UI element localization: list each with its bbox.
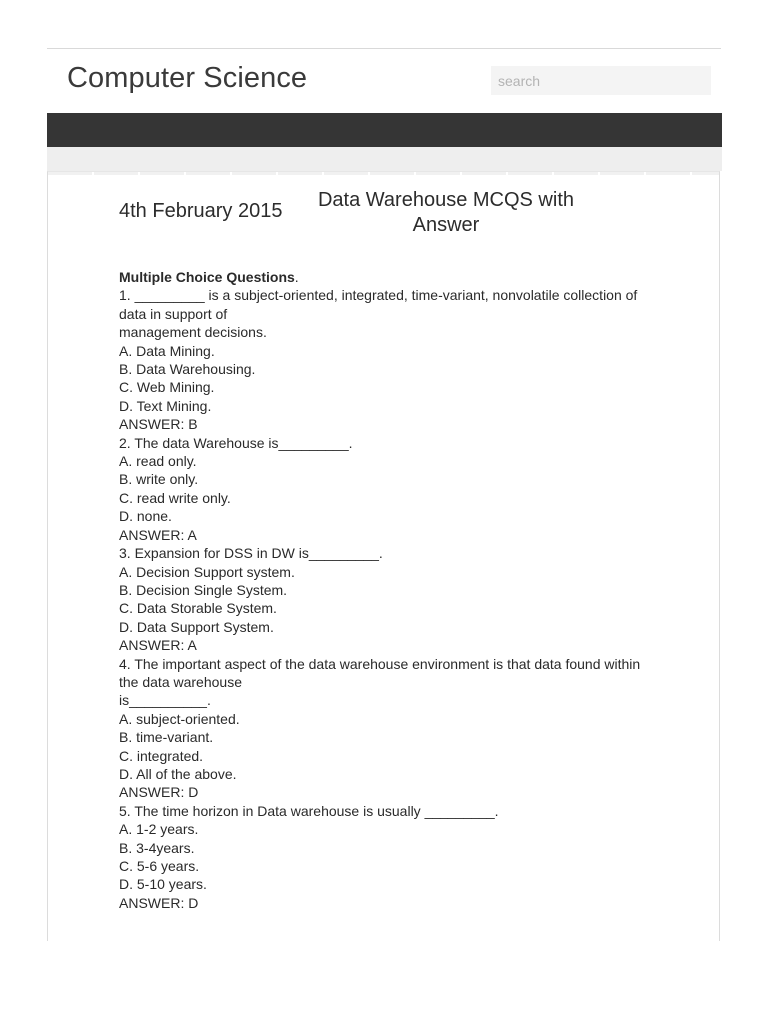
- questions-heading-suffix: .: [294, 269, 299, 285]
- post-top-border: [48, 172, 719, 175]
- option-line: C. integrated.: [119, 747, 204, 764]
- answer-line: ANSWER: B: [119, 416, 198, 433]
- question-line: 3. Expansion for DSS in DW is_________.: [119, 545, 383, 562]
- question-line: 1. _________ is a subject-oriented, integrated, time-variant, nonvolatile collection of: [119, 287, 638, 304]
- option-line: B. 3-4years.: [119, 839, 195, 856]
- questions-heading-text: Multiple Choice Questions: [119, 269, 295, 285]
- option-line: D. All of the above.: [119, 765, 237, 782]
- option-line: B. Decision Single System.: [119, 581, 288, 598]
- option-line: C. 5-6 years.: [119, 858, 200, 874]
- option-line: A. read only.: [119, 453, 197, 470]
- option-line: B. time-variant.: [119, 729, 214, 746]
- post-date: 4th February 2015: [119, 200, 283, 222]
- option-line: B. write only.: [119, 471, 199, 488]
- option-line: D. 5-10 years.: [119, 876, 207, 893]
- option-line: D. Text Mining.: [119, 397, 212, 414]
- question-line: 2. The data Warehouse is_________.: [119, 434, 353, 451]
- site-title[interactable]: Computer Science: [67, 62, 308, 94]
- option-line: C. Web Mining.: [119, 379, 215, 396]
- header-divider: [47, 48, 721, 49]
- question-line: is__________.: [119, 692, 211, 709]
- option-line: B. Data Warehousing.: [119, 361, 256, 378]
- post-body: [119, 268, 659, 912]
- option-line: D. Data Support System.: [119, 618, 274, 635]
- sub-navigation-bar: [47, 147, 722, 171]
- question-line: 4. The important aspect of the data warehouse environment is that data found within: [119, 655, 641, 672]
- option-line: A. subject-oriented.: [119, 710, 240, 727]
- answer-line: ANSWER: A: [119, 637, 197, 654]
- answer-line: ANSWER: A: [119, 526, 197, 543]
- question-line: 5. The time horizon in Data warehouse is usually _________.: [119, 802, 499, 819]
- option-line: A. Data Mining.: [119, 342, 215, 359]
- questions-heading: [119, 268, 659, 286]
- navigation-bar: [47, 113, 722, 147]
- question-line: management decisions.: [119, 324, 267, 341]
- option-line: C. read write only.: [119, 489, 231, 506]
- answer-line: ANSWER: D: [119, 894, 199, 911]
- search-input[interactable]: [491, 66, 711, 95]
- option-line: A. 1-2 years.: [119, 821, 199, 838]
- option-line: D. none.: [119, 508, 172, 525]
- post-title[interactable]: Data Warehouse MCQS with Answer: [317, 189, 574, 236]
- option-line: C. Data Storable System.: [119, 600, 277, 617]
- post-container: [47, 171, 720, 941]
- answer-line: ANSWER: D: [119, 784, 199, 801]
- question-line: data in support of: [119, 305, 228, 322]
- question-line: the data warehouse: [119, 673, 242, 690]
- option-line: A. Decision Support system.: [119, 563, 295, 580]
